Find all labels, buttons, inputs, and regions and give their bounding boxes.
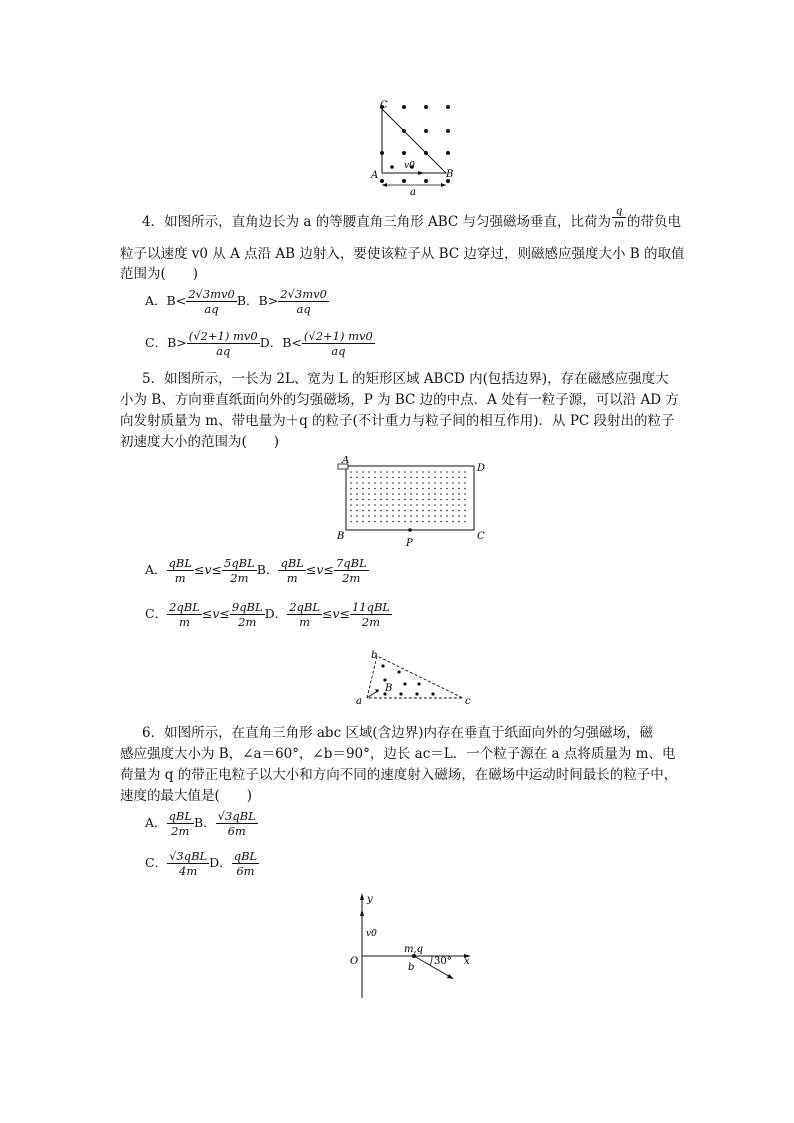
- q5-option-c-label[interactable]: C．: [145, 606, 168, 621]
- field-dot: [398, 515, 400, 517]
- field-dot: [392, 510, 394, 512]
- field-dot: [428, 515, 430, 517]
- field-dot: [404, 515, 406, 517]
- q4-option-b-frac: $\frac{2√3mv0}{aq}$: [280, 287, 327, 316]
- field-dot: [422, 510, 424, 512]
- q4-charge-ratio: [612, 205, 626, 230]
- field-dot: [464, 521, 466, 523]
- field-dot: [380, 471, 382, 473]
- field-dot: [428, 521, 430, 523]
- fig4-label-x: x: [464, 956, 470, 967]
- field-dot: [356, 488, 358, 490]
- field-dot: [356, 499, 358, 501]
- figure-coordinate-axes: [330, 890, 480, 1002]
- field-dot: [386, 482, 388, 484]
- q5-options-row2: C． $\frac{\text{2qBL}}{m}$ ≤v≤ $\frac{\text{9qBL}}{2m}$ D． $\frac{\text{2qBL}}{m}$ ≤v≤ $\frac{\text{11qBL}}{2m}$: [145, 600, 391, 629]
- field-dot: [446, 471, 448, 473]
- field-dot: [416, 510, 418, 512]
- field-dot: [392, 515, 394, 517]
- field-dot: [392, 488, 394, 490]
- field-dot: [416, 504, 418, 506]
- field-dot: [458, 471, 460, 473]
- field-dot: [464, 488, 466, 490]
- q6-option-a-label[interactable]: A．: [145, 815, 167, 830]
- q5-options-row1: A． $\frac{\text{qBL}}{m}$ ≤v≤ $\frac{\text{5qBL}}{2m}$ B． $\frac{\text{qBL}}{m}$ ≤v≤ $\frac{\text{7qBL}}{2m}$: [145, 556, 367, 585]
- field-dot: [416, 482, 418, 484]
- field-dot: [362, 477, 364, 479]
- field-dot: [464, 477, 466, 479]
- q4-line3: 范围为( ): [120, 266, 199, 282]
- fig2-label-p: P: [406, 538, 413, 548]
- field-dot: [416, 515, 418, 517]
- field-dot: [428, 504, 430, 506]
- field-dot: [350, 521, 352, 523]
- field-dot: [428, 510, 430, 512]
- field-dot: [410, 521, 412, 523]
- field-dot: [416, 477, 418, 479]
- field-dot: [386, 504, 388, 506]
- field-dot: [362, 499, 364, 501]
- field-dot: [356, 477, 358, 479]
- field-dot: [458, 521, 460, 523]
- field-dot: [404, 482, 406, 484]
- q6-option-c-label[interactable]: C．: [145, 855, 168, 870]
- field-dot: [452, 477, 454, 479]
- q4-options-row2: [145, 329, 375, 358]
- field-dot: [440, 493, 442, 495]
- field-dot: [386, 488, 388, 490]
- q4-option-d-frac: $\frac{(√2+1) mv0}{aq}$: [303, 329, 373, 358]
- field-dot: [368, 471, 370, 473]
- field-dot: [356, 482, 358, 484]
- field-dot: [404, 471, 406, 473]
- field-dot: [350, 477, 352, 479]
- field-dot: [374, 515, 376, 517]
- field-dot: [386, 499, 388, 501]
- field-dot: [434, 471, 436, 473]
- field-dot: [350, 471, 352, 473]
- field-dot: [446, 482, 448, 484]
- q6-options-row2: C． $\frac{\text{√3qBL}}{4m}$ D． $\frac{\text{qBL}}{6m}$: [145, 849, 258, 878]
- field-dot: [350, 482, 352, 484]
- field-dot: [428, 488, 430, 490]
- field-dot: [398, 504, 400, 506]
- field-dot: [350, 499, 352, 501]
- field-dot: [356, 515, 358, 517]
- field-dot: [452, 504, 454, 506]
- field-dot: [452, 515, 454, 517]
- field-dot: [398, 477, 400, 479]
- field-dot: [452, 510, 454, 512]
- field-dot: [380, 488, 382, 490]
- field-dot: [416, 471, 418, 473]
- field-dot: [464, 499, 466, 501]
- field-dot: [350, 493, 352, 495]
- field-dot: [404, 521, 406, 523]
- field-dot: [422, 499, 424, 501]
- field-dot: [398, 488, 400, 490]
- q5-line3: 向发射质量为 m、带电量为＋q 的粒子(不计重力与粒子间的相互作用)．从 PC 段射出的粒子: [120, 413, 675, 429]
- fig2-label-b: B: [337, 531, 345, 542]
- field-dot: [368, 488, 370, 490]
- field-dot: [386, 510, 388, 512]
- field-dot: [398, 521, 400, 523]
- field-dot: [386, 477, 388, 479]
- field-dot: [398, 493, 400, 495]
- field-dot: [374, 521, 376, 523]
- field-dot: [386, 493, 388, 495]
- field-dot: [374, 471, 376, 473]
- field-dot: [392, 504, 394, 506]
- q5-option-a-label[interactable]: A．: [145, 562, 167, 577]
- fig4-label-o: O: [350, 956, 359, 967]
- field-dot: [362, 493, 364, 495]
- field-dot: [350, 504, 352, 506]
- field-dot: [446, 477, 448, 479]
- field-dot: [458, 510, 460, 512]
- field-dot: [404, 504, 406, 506]
- field-dot: [464, 493, 466, 495]
- field-dot: [404, 510, 406, 512]
- fig1-label-a: A: [371, 170, 379, 181]
- field-dot: [398, 499, 400, 501]
- field-dot: [386, 521, 388, 523]
- field-dot: [356, 504, 358, 506]
- field-dot: [362, 471, 364, 473]
- field-dot: [374, 482, 376, 484]
- field-dot: [452, 471, 454, 473]
- field-dot: [368, 521, 370, 523]
- field-dot: [362, 510, 364, 512]
- field-dot: [368, 499, 370, 501]
- field-dot: [362, 515, 364, 517]
- field-dot: [464, 482, 466, 484]
- field-dot: [380, 493, 382, 495]
- field-dot: [362, 504, 364, 506]
- q5-option-d-label[interactable]: D．: [264, 606, 288, 621]
- field-dot: [446, 521, 448, 523]
- q6-line4: 速度的最大值是( ): [120, 788, 253, 804]
- field-dot: [380, 482, 382, 484]
- field-dot: [368, 482, 370, 484]
- field-dot: [368, 510, 370, 512]
- field-dot: [458, 493, 460, 495]
- field-dot: [368, 504, 370, 506]
- fig1-label-v0: v0: [404, 161, 415, 171]
- field-dot: [458, 488, 460, 490]
- field-dot: [440, 482, 442, 484]
- field-dot: [440, 515, 442, 517]
- field-dot: [434, 510, 436, 512]
- field-dot: [428, 482, 430, 484]
- field-dot: [374, 504, 376, 506]
- field-dot: [434, 477, 436, 479]
- fig3-label-field-b: B: [385, 683, 393, 694]
- field-dot: [446, 515, 448, 517]
- figure-rectangle-abcd: [332, 456, 492, 548]
- field-dot: [422, 488, 424, 490]
- field-dot: [428, 499, 430, 501]
- field-dot: [398, 510, 400, 512]
- field-dot: [392, 477, 394, 479]
- field-dot: [386, 471, 388, 473]
- figure-triangle-abc: [360, 95, 470, 195]
- field-dot: [410, 482, 412, 484]
- field-dot: [380, 477, 382, 479]
- field-dot: [398, 471, 400, 473]
- field-dot: [410, 477, 412, 479]
- q5-line1: 5．如图所示，一长为 2L、宽为 L 的矩形区域 ABCD 内(包括边界)，存在磁感应强度大: [142, 371, 669, 387]
- field-dot: [362, 521, 364, 523]
- field-dot: [380, 515, 382, 517]
- field-dot: [356, 521, 358, 523]
- field-dot: [434, 493, 436, 495]
- field-dot: [362, 482, 364, 484]
- field-dot: [416, 488, 418, 490]
- q4-options-row1: [145, 287, 329, 316]
- field-dot: [410, 499, 412, 501]
- q5-option-b-label[interactable]: B．: [256, 562, 279, 577]
- field-dot: [392, 482, 394, 484]
- fig4-label-b: b: [408, 962, 415, 973]
- field-dot: [422, 471, 424, 473]
- field-dot: [374, 510, 376, 512]
- field-dot: [440, 504, 442, 506]
- fig1-label-c: C: [380, 100, 388, 111]
- field-dot: [392, 493, 394, 495]
- field-dot: [374, 488, 376, 490]
- fig4-label-mq: m,q: [404, 944, 424, 955]
- q6-line3: 荷量为 q 的带正电粒子以大小和方向不同的速度射入磁场，在磁场中运动时间最长的粒子中，: [120, 767, 678, 783]
- field-dot: [452, 521, 454, 523]
- q4-line1-text: 4．如图所示，直角边长为 a 的等腰直角三角形 ABC 与匀强磁场垂直，比荷为: [142, 214, 612, 230]
- fig4-label-y: y: [367, 894, 373, 905]
- q6-line1: 6．如图所示，在直角三角形 abc 区域(含边界)内存在垂直于纸面向外的匀强磁场，磁: [142, 725, 653, 741]
- field-dot: [380, 504, 382, 506]
- field-dot: [380, 499, 382, 501]
- field-dot: [434, 499, 436, 501]
- field-dot: [422, 493, 424, 495]
- field-dot: [464, 510, 466, 512]
- field-dot: [434, 504, 436, 506]
- field-dot: [404, 477, 406, 479]
- field-dot: [350, 510, 352, 512]
- field-dot: [452, 482, 454, 484]
- field-dot: [410, 493, 412, 495]
- field-dot: [440, 499, 442, 501]
- q6-options-row1: A． $\frac{\text{qBL}}{2m}$ B． $\frac{\text{√3qBL}}{6m}$: [145, 809, 256, 838]
- field-dot: [458, 477, 460, 479]
- field-dot: [440, 510, 442, 512]
- field-dot: [374, 477, 376, 479]
- field-dot: [452, 488, 454, 490]
- field-dot: [416, 521, 418, 523]
- fig2-label-d: D: [477, 463, 486, 474]
- fig3-label-a: a: [356, 696, 362, 707]
- field-dot: [458, 482, 460, 484]
- q4-line1: [142, 205, 682, 232]
- field-dot: [416, 499, 418, 501]
- field-dot: [428, 477, 430, 479]
- field-dot: [368, 493, 370, 495]
- field-dot: [434, 488, 436, 490]
- fig3-label-c: c: [465, 696, 471, 707]
- field-dot: [464, 471, 466, 473]
- field-dot: [440, 488, 442, 490]
- fig2-label-a: A: [342, 456, 350, 466]
- field-dot: [350, 515, 352, 517]
- q4-line2: 粒子以速度 v0 从 A 点沿 AB 边射入，要使该粒子从 BC 边穿过，则磁感应强度大小 B 的取值: [120, 246, 685, 262]
- fig2-label-c: C: [477, 531, 485, 542]
- field-dot: [392, 499, 394, 501]
- field-dot: [434, 482, 436, 484]
- field-dot: [458, 499, 460, 501]
- q4-frac-bot: m: [614, 218, 625, 230]
- field-dot: [404, 493, 406, 495]
- field-dot: [410, 471, 412, 473]
- field-dot: [422, 521, 424, 523]
- field-dot: [398, 482, 400, 484]
- field-dot: [440, 521, 442, 523]
- field-dot: [386, 515, 388, 517]
- field-dot: [404, 488, 406, 490]
- fig4-label-v0: v0: [366, 929, 377, 939]
- field-dot: [452, 499, 454, 501]
- fig4-label-angle: 30°: [434, 956, 452, 967]
- q5-line2: 小为 B、方向垂直纸面向外的匀强磁场，P 为 BC 边的中点．A 处有一粒子源，可以沿 AD 方: [120, 392, 679, 408]
- field-dot: [362, 488, 364, 490]
- field-dot: [350, 488, 352, 490]
- q4-line1-tail: 的带负电: [627, 214, 682, 230]
- field-dot: [440, 471, 442, 473]
- q6-option-d-label[interactable]: D．: [209, 855, 232, 870]
- field-dot: [368, 477, 370, 479]
- field-dot: [380, 521, 382, 523]
- field-dot: [422, 515, 424, 517]
- field-dot: [446, 493, 448, 495]
- field-dot: [464, 515, 466, 517]
- field-dot: [356, 471, 358, 473]
- field-dot: [440, 477, 442, 479]
- q4-option-a-label[interactable]: A．B<: [145, 293, 187, 308]
- field-dot: [374, 493, 376, 495]
- field-dot: [422, 482, 424, 484]
- field-dot: [428, 471, 430, 473]
- q5-line4: 初速度大小的范围为( ): [120, 434, 280, 450]
- q4-option-c-label[interactable]: C．B>: [145, 335, 187, 350]
- field-dot: [452, 493, 454, 495]
- figure-triangle-abc-lower: [345, 646, 477, 708]
- field-dot: [464, 504, 466, 506]
- field-dot: [392, 471, 394, 473]
- fig1-label-a-length: a: [410, 187, 416, 195]
- field-dot: [434, 515, 436, 517]
- field-dot: [410, 488, 412, 490]
- field-dot: [380, 510, 382, 512]
- field-dot: [374, 499, 376, 501]
- field-dot: [368, 515, 370, 517]
- field-dot: [410, 504, 412, 506]
- field-dot: [410, 515, 412, 517]
- field-dot: [428, 493, 430, 495]
- field-dot: [404, 499, 406, 501]
- field-dot: [356, 510, 358, 512]
- q4-option-a-frac: $\frac{2√3mv0}{aq}$: [188, 287, 235, 316]
- fig1-label-b: B: [446, 169, 454, 180]
- field-dot: [422, 504, 424, 506]
- q4-option-d-label[interactable]: D．B<: [259, 335, 302, 350]
- field-dot: [446, 488, 448, 490]
- field-dot: [446, 499, 448, 501]
- field-dot: [446, 504, 448, 506]
- field-dot: [356, 493, 358, 495]
- q6-line2: 感应强度大小为 B，∠a＝60°，∠b＝90°，边长 ac＝L．一个粒子源在 a 点将质量为 m、电: [120, 746, 676, 762]
- fig3-label-b: b: [371, 650, 378, 661]
- field-dot: [446, 510, 448, 512]
- field-dot: [422, 477, 424, 479]
- field-dot: [458, 515, 460, 517]
- field-dot: [416, 493, 418, 495]
- field-dot: [410, 510, 412, 512]
- q4-option-c-frac: $\frac{(√2+1) mv0}{aq}$: [188, 329, 258, 358]
- q6-option-b-label[interactable]: B．: [193, 815, 216, 830]
- field-dot: [458, 504, 460, 506]
- q4-frac-top: q: [612, 205, 626, 218]
- field-dot: [392, 521, 394, 523]
- q4-option-b-label[interactable]: B．B>: [236, 293, 279, 308]
- field-dot: [434, 521, 436, 523]
